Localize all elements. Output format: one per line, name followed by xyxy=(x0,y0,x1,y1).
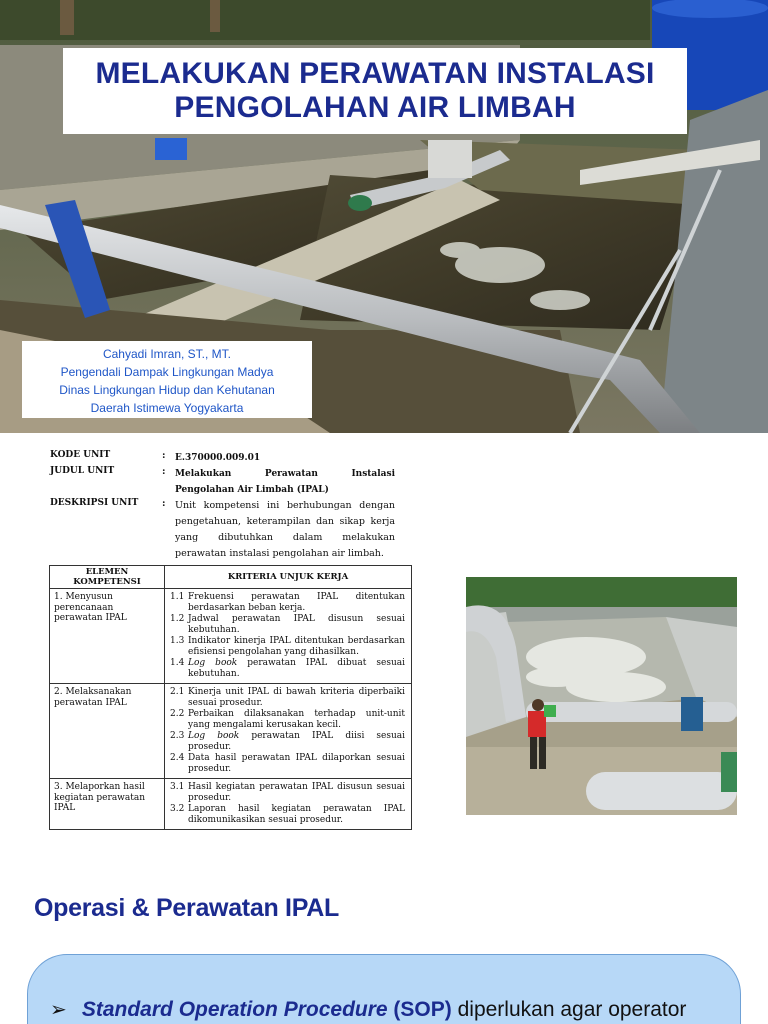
kriteria-text: Frekuensi perawatan IPAL ditentukan berdasarkan beban kerja. xyxy=(188,592,405,613)
kriteria-item xyxy=(170,687,405,708)
colon: : xyxy=(162,498,166,509)
kriteria-text: Indikator kinerja IPAL ditentukan berdasarkan efisiensi pengolahan yang dihasilkan. xyxy=(188,636,405,657)
page-title-line-2: PENGOLAHAN AIR LIMBAH xyxy=(174,91,576,124)
competency-table xyxy=(49,565,412,830)
unit-description-row xyxy=(50,498,395,562)
kriteria-number: 1.4 xyxy=(170,658,185,668)
author-office-line-2: Daerah Istimewa Yogyakarta xyxy=(90,401,244,415)
colon: : xyxy=(162,450,166,461)
kriteria-item xyxy=(170,804,405,825)
unit-title-label: JUDUL UNIT xyxy=(50,466,115,476)
elemen-cell: 3. Melaporkan hasil kegiatan perawatan IPAL xyxy=(50,779,165,830)
table-body xyxy=(50,589,412,830)
kriteria-item xyxy=(170,731,405,752)
kriteria-text: Hasil kegiatan perawatan IPAL disusun sesuai prosedur. xyxy=(188,782,405,803)
kriteria-number: 2.1 xyxy=(170,687,185,697)
kriteria-cell xyxy=(165,779,412,830)
kriteria-italic-term: Log book xyxy=(188,658,238,668)
header-elemen xyxy=(50,566,165,589)
kriteria-text: Jadwal perawatan IPAL disusun sesuai kebutuhan. xyxy=(188,614,405,635)
kriteria-item xyxy=(170,658,405,679)
unit-title-value: Melakukan Perawatan Instalasi Pengolahan Air Limbah (IPAL) xyxy=(175,469,395,495)
hero-photo xyxy=(0,0,768,433)
table-row xyxy=(50,589,412,684)
author-position: Pengendali Dampak Lingkungan Madya xyxy=(60,365,274,379)
kriteria-item xyxy=(170,592,405,613)
sop-abbreviation: (SOP) xyxy=(393,998,452,1021)
author-office-line-1: Dinas Lingkungan Hidup dan Kehutanan xyxy=(59,383,275,397)
unit-code-value: E.370000.009.01 xyxy=(175,453,261,463)
kriteria-text: Data hasil perawatan IPAL dilaporkan sesuai prosedur. xyxy=(188,753,405,774)
header-kriteria: KRITERIA UNJUK KERJA xyxy=(165,566,412,589)
table-row xyxy=(50,779,412,830)
kriteria-number: 3.1 xyxy=(170,782,185,792)
unit-info xyxy=(50,450,395,562)
unit-code-label: KODE UNIT xyxy=(50,450,111,460)
elemen-cell: 2. Melaksanakan perawatan IPAL xyxy=(50,684,165,779)
sop-term: Standard Operation Procedure xyxy=(81,998,388,1021)
kriteria-item xyxy=(170,709,405,730)
header-elemen-line-2: KOMPETENSI xyxy=(73,577,141,587)
kriteria-item xyxy=(170,614,405,635)
kriteria-text xyxy=(188,731,405,752)
unit-code-row xyxy=(50,450,395,466)
table-header-row xyxy=(50,566,412,589)
kriteria-item xyxy=(170,753,405,774)
kriteria-italic-term: Log book xyxy=(188,731,240,741)
unit-title-row xyxy=(50,466,395,498)
sop-rest-text: diperlukan agar operator xyxy=(451,998,687,1021)
kriteria-number: 1.2 xyxy=(170,614,185,624)
side-photo xyxy=(466,577,737,815)
kriteria-text: Kinerja unit IPAL di bawah kriteria diperbaiki sesuai prosedur. xyxy=(188,687,405,708)
kriteria-item xyxy=(170,782,405,803)
kriteria-text-rest: perawatan IPAL diisi sesuai prosedur. xyxy=(188,731,405,752)
kriteria-number: 2.2 xyxy=(170,709,185,719)
aeration-tank-worker-photo xyxy=(466,577,737,815)
colon: : xyxy=(162,466,166,477)
kriteria-item xyxy=(170,636,405,657)
sop-bullet xyxy=(50,997,686,1022)
unit-description-value: Unit kompetensi ini berhubungan dengan pengetahuan, keterampilan dan sikap kerja yang dibutuhkan dalam melakukan perawatan instalasi pengolahan air limbah. xyxy=(175,500,395,559)
kriteria-text xyxy=(188,658,405,679)
kriteria-text-rest: perawatan IPAL dibuat sesuai kebutuhan. xyxy=(188,658,406,679)
kriteria-number: 3.2 xyxy=(170,804,185,814)
unit-description-label: DESKRIPSI UNIT xyxy=(50,498,139,508)
table-row xyxy=(50,684,412,779)
kriteria-number: 2.4 xyxy=(170,753,185,763)
kriteria-text: Perbaikan dilaksanakan terhadap unit-unit yang mengalami kerusakan kecil. xyxy=(188,709,405,730)
title-box xyxy=(63,48,687,134)
kriteria-text: Laporan hasil kegiatan perawatan IPAL dikomunikasikan sesuai prosedur. xyxy=(188,804,405,825)
page-title-line-1: MELAKUKAN PERAWATAN INSTALASI xyxy=(95,57,655,90)
header-elemen-line-1: ELEMEN xyxy=(85,567,129,577)
kriteria-number: 1.1 xyxy=(170,592,185,602)
kriteria-cell xyxy=(165,589,412,684)
author-name: Cahyadi Imran, ST., MT. xyxy=(102,347,232,361)
kriteria-cell xyxy=(165,684,412,779)
kriteria-number: 2.3 xyxy=(170,731,185,741)
section-title: Operasi & Perawatan IPAL xyxy=(34,894,339,922)
elemen-cell: 1. Menyusun perencanaan perawatan IPAL xyxy=(50,589,165,684)
arrow-bullet-icon: ➢ xyxy=(50,999,67,1021)
author-box xyxy=(22,341,312,418)
kriteria-number: 1.3 xyxy=(170,636,185,646)
